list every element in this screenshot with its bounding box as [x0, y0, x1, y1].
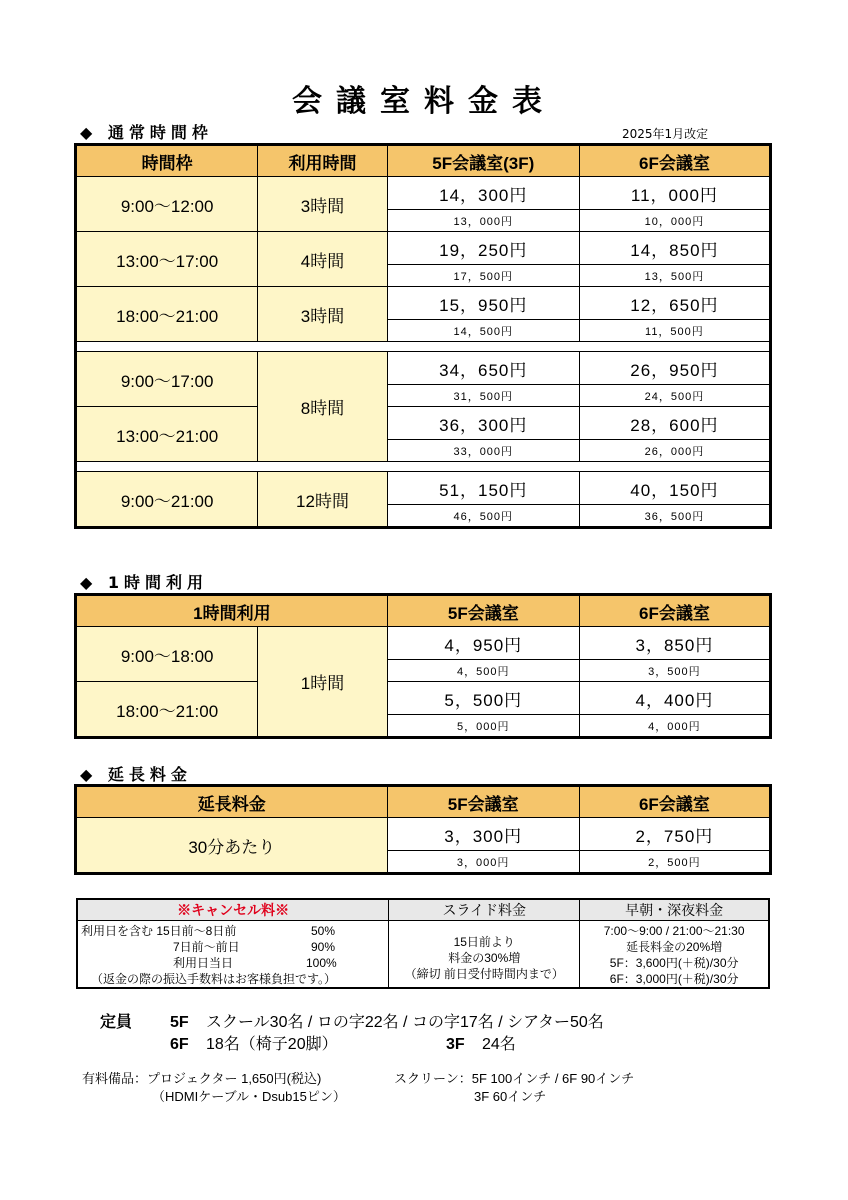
price-5f: 51，150円	[387, 472, 579, 505]
early-line: 6F：3,000円(＋税)/30分	[609, 972, 739, 986]
price-6f-base: 36，500円	[579, 505, 770, 528]
equipment-block	[82, 1070, 634, 1106]
price-6f-base: 11，500円	[579, 320, 770, 342]
price-5f-base: 3，000円	[387, 851, 579, 874]
price-5f: 5，500円	[387, 682, 579, 715]
duration: 8時間	[258, 352, 387, 462]
price-6f: 40，150円	[579, 472, 770, 505]
price-5f-base: 46，500円	[387, 505, 579, 528]
price-6f: 4，400円	[579, 682, 770, 715]
price-6f: 26，950円	[579, 352, 770, 385]
price-5f: 3，300円	[387, 818, 579, 851]
price-5f-base: 17，500円	[387, 265, 579, 287]
price-6f-base: 10，000円	[579, 210, 770, 232]
price-5f-base: 31，500円	[387, 385, 579, 407]
early-late-fee-cell	[580, 921, 769, 989]
capacity-floor: 6F	[170, 1036, 189, 1053]
price-6f-base: 13，500円	[579, 265, 770, 287]
price-6f-base: 3，500円	[579, 660, 770, 682]
early-late-fee-header: 早朝・深夜料金	[580, 899, 769, 921]
price-5f: 4，950円	[387, 627, 579, 660]
price-5f-base: 4，500円	[387, 660, 579, 682]
price-6f-base: 26，000円	[579, 440, 770, 462]
capacity-block	[100, 1012, 604, 1056]
price-6f-base: 24，500円	[579, 385, 770, 407]
cancel-rate: 50%	[311, 924, 336, 938]
duration: 4時間	[258, 232, 387, 287]
screen-info: スクリーン：5F 100インチ / 6F 90インチ	[394, 1071, 635, 1086]
section-hourly-label: ◆ 1時間利用	[80, 573, 209, 592]
time-slot: 18:00〜21:00	[76, 287, 258, 342]
time-slot: 9:00〜12:00	[76, 177, 258, 232]
fee-info-table	[76, 898, 770, 989]
price-6f: 14，850円	[579, 232, 770, 265]
early-line: 5F：3,600円(＋税)/30分	[609, 956, 739, 970]
header-6f: 6F会議室	[579, 786, 770, 818]
capacity-label: 定員	[100, 1014, 133, 1031]
time-slot: 9:00〜21:00	[76, 472, 258, 528]
duration: 12時間	[258, 472, 387, 528]
row-spacer	[76, 342, 771, 352]
cancel-note: （返金の際の振込手数料はお客様負担です。）	[91, 972, 337, 986]
duration: 3時間	[258, 177, 387, 232]
price-6f: 28，600円	[579, 407, 770, 440]
price-5f: 15，950円	[387, 287, 579, 320]
time-slot: 13:00〜21:00	[76, 407, 258, 462]
section-extension-label: ◆ 延長料金	[80, 765, 192, 784]
header-extension: 延長料金	[76, 786, 388, 818]
header-6f: 6F会議室	[579, 595, 770, 627]
price-5f: 14，300円	[387, 177, 579, 210]
slide-line: 15日前より	[453, 935, 515, 949]
extension-rate-table	[74, 784, 772, 875]
early-line: 延長料金の20%増	[626, 940, 723, 954]
price-6f-base: 2，500円	[579, 851, 770, 874]
time-slot: 9:00〜18:00	[76, 627, 258, 682]
section-normal-label: ◆ 通常時間枠	[80, 123, 213, 142]
header-duration: 利用時間	[258, 145, 387, 177]
cancel-period: 利用日当日	[173, 956, 234, 970]
slide-fee-cell	[389, 921, 580, 989]
slide-fee-header: スライド料金	[389, 899, 580, 921]
cancel-period: 利用日を含む 15日前〜8日前	[81, 924, 237, 938]
projector-info: 有料備品：プロジェクター 1,650円(税込)	[82, 1071, 322, 1086]
price-6f: 11，000円	[579, 177, 770, 210]
price-5f-base: 5，000円	[387, 715, 579, 738]
screen-3f-info: 3F 60インチ	[474, 1089, 547, 1104]
row-spacer	[76, 462, 771, 472]
price-6f: 3，850円	[579, 627, 770, 660]
early-line: 7:00〜9:00 / 21:00〜21:30	[603, 924, 745, 938]
time-slot: 18:00〜21:00	[76, 682, 258, 738]
cancel-fee-header: ※キャンセル料※	[77, 899, 389, 921]
hourly-rate-table	[74, 593, 772, 739]
duration: 3時間	[258, 287, 387, 342]
slide-line: 料金の30%増	[448, 951, 521, 965]
price-5f-base: 33，000円	[387, 440, 579, 462]
header-hourly: 1時間利用	[76, 595, 388, 627]
duration: 1時間	[258, 627, 387, 738]
slide-line: （締切 前日受付時間内まで）	[404, 967, 564, 981]
header-5f: 5F会議室	[387, 786, 579, 818]
header-5f: 5F会議室	[387, 595, 579, 627]
capacity-3f: 24名	[482, 1036, 516, 1053]
capacity-floor: 5F	[170, 1014, 189, 1031]
cancel-rate: 90%	[311, 940, 336, 954]
capacity-floor: 3F	[446, 1036, 465, 1053]
extension-unit: 30分あたり	[76, 818, 388, 874]
time-slot: 9:00〜17:00	[76, 352, 258, 407]
price-5f: 36，300円	[387, 407, 579, 440]
price-6f: 12，650円	[579, 287, 770, 320]
header-6f: 6F会議室	[579, 145, 770, 177]
page-title: 会議室料金表	[292, 84, 556, 119]
revision-date: 2025年1月改定	[622, 127, 709, 141]
header-slot: 時間枠	[76, 145, 258, 177]
price-5f-base: 14，500円	[387, 320, 579, 342]
capacity-5f: スクール30名 / ロの字22名 / コの字17名 / シアター50名	[206, 1014, 604, 1031]
header-5f: 5F会議室(3F)	[387, 145, 579, 177]
price-5f-base: 13，000円	[387, 210, 579, 232]
cable-info: （HDMIケーブル・Dsub15ピン）	[152, 1089, 346, 1104]
cancel-fee-cell	[77, 921, 389, 989]
price-6f: 2，750円	[579, 818, 770, 851]
cancel-rate: 100%	[306, 956, 337, 970]
normal-rate-table	[74, 143, 772, 529]
capacity-6f: 18名（椅子20脚）	[206, 1036, 338, 1053]
price-6f-base: 4，000円	[579, 715, 770, 738]
price-5f: 34，650円	[387, 352, 579, 385]
cancel-period: 7日前〜前日	[173, 940, 240, 954]
price-5f: 19，250円	[387, 232, 579, 265]
time-slot: 13:00〜17:00	[76, 232, 258, 287]
